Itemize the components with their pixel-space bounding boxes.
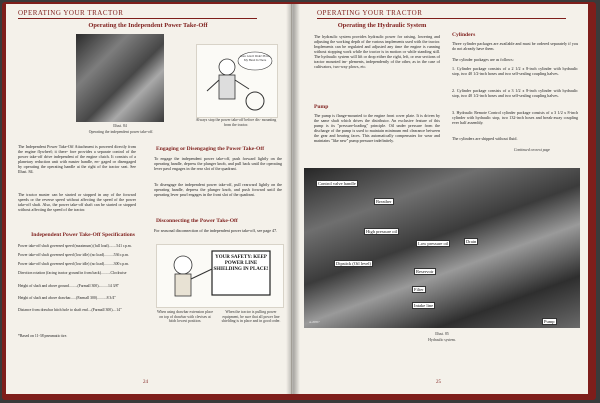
safety-sign-text: YOUR SAFETY: KEEP POWER LINE SHIELDING IN PLACE! xyxy=(213,255,269,272)
label-dipstick: Dipstick (Oil level) xyxy=(336,261,371,266)
spec-row: Height of shaft and above ground.........(Farmall 300)..........14 3/8" xyxy=(18,284,120,288)
cylinders-follow: The cylinder packages are as follows: xyxy=(452,57,514,62)
hydraulic-system-photo xyxy=(304,168,580,328)
label-breather: Breather xyxy=(376,199,392,204)
label-filter: Filter xyxy=(414,287,424,292)
spec-row: Power take-off shaft governed speed (low idle) (no load)..........536 r.p.m. xyxy=(18,253,130,257)
cartoon-caption: Always stop the power take-off before dis- mounting from the tractor. xyxy=(195,118,277,127)
photo-code: A-20857 xyxy=(309,320,320,324)
safety-sign-illustration xyxy=(156,244,284,308)
disconnecting-heading: Disconnecting the Power Take-Off xyxy=(156,218,238,224)
left-page xyxy=(6,4,292,394)
cartoon-bubble: Sure Glad I Didn't Have My Hand In There xyxy=(240,54,270,62)
label-low-pressure: Low pressure oil xyxy=(418,241,449,246)
label-drain: Drain xyxy=(466,239,477,244)
label-intake-line: Intake line xyxy=(414,303,434,308)
sign-caption-right: When the tractor is pulling power equipment, be sure that all power line shielding is in place and in good order. xyxy=(221,310,281,324)
right-page xyxy=(292,4,588,394)
engaging-text-1: To engage the independent power take-off, push forward lightly on the operating handle, depress the plunger knob, and pull back until the operating lever pawl engages in the rear slot of the quadrant. xyxy=(154,156,282,171)
continued-note: Continued on next page xyxy=(513,148,551,152)
page-number: 25 xyxy=(436,380,441,385)
disconnecting-text: For seasonal disconnection of the independent power take-off, see page 47. xyxy=(154,228,278,233)
cylinder-package-2: 2. Cylinder package consists of a 3 1/2 x 8-inch cylinder with hydraulic stop, two 40 1/2-inch hoses and two self-sealing coupling halves. xyxy=(452,88,578,98)
pump-heading: Pump xyxy=(314,104,329,110)
power-take-off-photo xyxy=(76,34,164,122)
section-title: Operating the Independent Power Take-Off xyxy=(88,22,208,29)
page-header: OPERATING YOUR TRACTOR xyxy=(317,9,566,19)
hydraulic-intro: The hydraulic system provides hydraulic power for raising, lowering and adjusting the working depth of the various implements used with the tractor. Implements can be regulated and adjusted any time the engine is running without stopping work while the tractor is in motion or while standing still. The hydraulic system will lift or drop either the right, left, or rear sections of tractor mounted im- plements, independently of the other, as in the case of cultivators, two-way plows, etc. xyxy=(314,34,440,69)
engaging-heading: Engaging or Disengaging the Power Take-Off xyxy=(156,146,265,152)
cylinders-shipped: The cylinders are shipped without fluid. xyxy=(452,136,518,141)
cylinder-package-1: 1. Cylinder package consists of a 2 1/2 x 8-inch cylinder with hydraulic stop, two 40 1/2-inch hoses and two self-sealing coupling halves. xyxy=(452,66,578,76)
page-number: 24 xyxy=(143,380,148,385)
photo-caption: Operating the independent power take-off. xyxy=(88,130,154,134)
spec-footnote: *Based on 11-38 pneumatic tire. xyxy=(18,334,68,338)
spec-row: Direction rotation (facing tractor ground in from back)..........Clockwise xyxy=(18,271,127,275)
spec-heading: Independent Power Take-Off Specifications xyxy=(31,232,135,238)
pump-description: The pump is flange-mounted to the engine front cover plate. It is driven by the same shaft which drives the distributor. An exclusive feature of this pump is its "pressure-loading" principle. Oil under pressure from the discharge of the pump is used to maintain minimum end clearance between the gear and bearing faces. This automatically compensates for wear and maintains "like new" pump pressure indefinitely. xyxy=(314,113,440,143)
label-high-pressure: High pressure oil xyxy=(366,229,397,234)
cylinders-intro: Three cylinder packages are available and must be ordered separately if you do not already have them. xyxy=(452,41,578,51)
sign-caption-left: When using drawbar extension place on top of drawbar with clevises at hitch lowest position. xyxy=(156,310,214,324)
cylinder-package-3: 3. Hydraulic Remote Control cylinder package consists of a 3 1/2 x 8-inch cylinder with hydraulic stop, two 132-inch hoses and break-away coupling ever half assembly. xyxy=(452,110,578,125)
label-pump: Pump xyxy=(544,319,555,324)
engaging-text-2: To disengage the independent power take-off, pull rearward lightly on the operating handle, depress the plunger knob, and push forward until the operating lever pawl engages in the front slot of the quadrant. xyxy=(154,182,282,197)
section-title: Operating the Hydraulic System xyxy=(337,22,427,29)
figure-number: Illust. 85 xyxy=(435,332,449,336)
ipto-description: The Independent Power Take-Off Attachment is powered directly from the engine flywheel; it there- fore provides a separate control of the power take-off drive independent of the engine clutch. It consists of a planetary reduction unit with master handle, en- gaged or disengaged by operating the operating handle at the right of the tractor seat. See Illust. 84. xyxy=(18,144,136,174)
cartoon-illustration xyxy=(196,44,278,118)
label-reservoir: Reservoir xyxy=(416,269,434,274)
page-header: OPERATING YOUR TRACTOR xyxy=(18,9,257,19)
spec-row: Distance from drawbar hitch hole to shaft end....(Farmall 300)....14" xyxy=(18,308,122,312)
ipto-tractor-speed: The tractor master can be started or stopped in any of the forward speeds or the reverse speed without affecting the speed of the power take-off shaft. Also, the power take-off shaft can be started or stopped without affecting the speed of the tractor. xyxy=(18,192,136,212)
spec-row: Power take-off shaft governed speed (low idle) (no load)..........300 r.p.m. xyxy=(18,262,130,266)
figure-caption: Hydraulic system. xyxy=(428,338,456,342)
cylinders-heading: Cylinders xyxy=(452,32,476,38)
label-control-valve: Control valve handle xyxy=(318,181,356,186)
spec-row: Height of shaft and above drawbar......(Farmall 300)..........8 3/4" xyxy=(18,296,116,300)
photo-fig-number: Illust. 84 xyxy=(113,124,127,128)
spec-row: Power take-off shaft governed speed (maximum) (full load)........541 r.p.m. xyxy=(18,244,132,248)
